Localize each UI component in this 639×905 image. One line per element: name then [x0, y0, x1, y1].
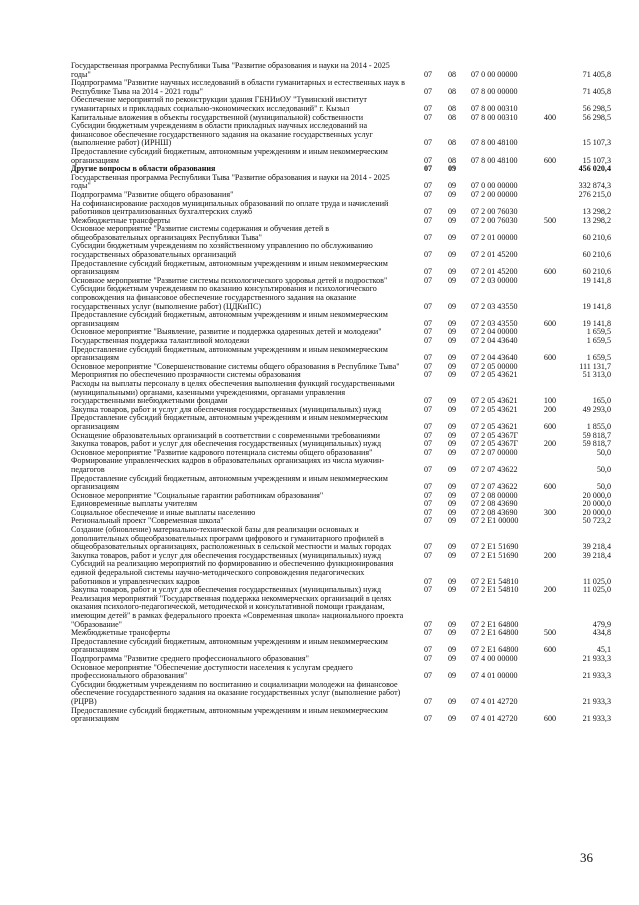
row-name: Подпрограмма "Развитие общего образования": [71, 189, 234, 199]
amount: 20 000,0: [582, 507, 611, 517]
section-code: 07: [423, 250, 433, 260]
row-name: Предоставление субсидий бюджетным, автономным учреждениям и иным некоммерческим организациям: [71, 344, 388, 363]
row-name: Межбюджетные трансферты: [71, 628, 171, 638]
section-code: 07: [423, 353, 433, 363]
table-row: [71, 200, 611, 217]
row-name: Предоставление субсидий бюджетным, автономным учреждениям и иным некоммерческим организациям: [71, 636, 388, 655]
target-article-code: 07 2 E1 00000: [471, 516, 519, 526]
row-name: Субсидии бюджетным учреждениям по оказанию консультирования и психологического сопровождения на финансовое обеспечение государственного задания на оказание государственных услуг (выполнение работ) (ЦДКиПС): [71, 284, 377, 311]
subsection-code: 09: [447, 645, 457, 655]
row-name: Основное мероприятие "Выявление, развитие и поддержка одаренных детей и молодежи": [71, 327, 382, 337]
target-article-code: 07 2 E1 51690: [471, 550, 519, 560]
target-article-code: 07 2 E1 54810: [471, 585, 519, 595]
section-code: 07: [423, 576, 433, 586]
amount: 20 000,0: [582, 499, 611, 509]
target-article-code: 07 2 E1 64800: [471, 645, 519, 655]
amount: 434,8: [592, 628, 611, 638]
section-code: 07: [423, 464, 433, 474]
section-code: 07: [423, 542, 433, 552]
subsection-code: 09: [447, 507, 457, 517]
amount: 59 818,7: [582, 430, 611, 440]
row-name: Обеспечение мероприятий по реконструкции здания ГБНИиОУ "Тувинский институт гуманитарных и прикладных социально-экономических исследований" г. Кызыл: [71, 95, 367, 113]
subsection-code: 09: [447, 353, 457, 363]
target-article-code: 07 2 03 43550: [471, 301, 518, 311]
target-article-code: 07 2 01 45200: [471, 267, 518, 277]
row-name: Государственная программа Республики Тыва "Развитие образования и науки на 2014 - 2025 годы": [71, 61, 390, 79]
target-article-code: 07 2 08 43690: [471, 499, 518, 509]
target-article-code: 07 0 00 00000: [471, 69, 518, 79]
amount: 332 874,3: [578, 181, 611, 191]
expense-type-code: 400: [543, 112, 557, 122]
row-name: Предоставление субсидий бюджетным, автономным учреждениям и иным некоммерческим организациям: [71, 258, 388, 277]
section-code: 07: [423, 619, 433, 629]
row-name: Капитальные вложения в объекты государственной (муниципальной) собственности: [71, 112, 364, 122]
page-number: 36: [580, 850, 593, 865]
table-row: [71, 225, 611, 242]
subsection-code: 09: [447, 653, 457, 663]
subsection-code: 09: [447, 404, 457, 414]
target-article-code: 07 8 00 48100: [471, 155, 518, 165]
row-name: Межбюджетные трансферты: [71, 215, 171, 225]
amount: 19 141,8: [582, 301, 611, 311]
row-name: Закупка товаров, работ и услуг для обеспечения государственных (муниципальных) нужд: [71, 585, 382, 595]
section-code: 07: [423, 69, 433, 79]
subsection-code: 09: [447, 576, 457, 586]
amount: 59 818,7: [582, 439, 611, 449]
target-article-code: 07 8 00 00000: [471, 86, 518, 96]
amount: 51 313,0: [582, 370, 611, 380]
row-name: Субсидии бюджетным учреждениям по воспитанию и социализации молодежи на финансовое обеспечение государственного задания на оказание государственных услуг (выполнение работ) (РЦРВ): [71, 679, 401, 706]
row-name: Подпрограмма "Развитие научных исследований в области гуманитарных и естественных наук в Республике Тыва на 2014 - 2021 годы": [71, 78, 405, 96]
subsection-code: 09: [447, 318, 457, 328]
amount: 50,0: [596, 464, 611, 474]
target-article-code: 07 2 05 43621: [471, 421, 518, 431]
subsection-code: 09: [447, 439, 457, 449]
amount: 276 215,0: [578, 189, 611, 199]
target-article-code: 07 2 08 43690: [471, 507, 518, 517]
subsection-code: 09: [447, 275, 457, 285]
subsection-code: 08: [447, 112, 457, 122]
section-code: 07: [423, 112, 433, 122]
subsection-code: 09: [447, 370, 457, 380]
table-row: [71, 475, 611, 492]
section-code: 07: [423, 430, 433, 440]
target-article-code: 07 2 04 43640: [471, 353, 518, 363]
amount: 1 659,5: [586, 327, 611, 337]
target-article-code: 07 2 00 76030: [471, 215, 518, 225]
target-article-code: 07 2 03 00000: [471, 275, 518, 285]
table-row: [71, 96, 611, 113]
subsection-code: 09: [447, 447, 457, 457]
subsection-code: 09: [447, 696, 457, 706]
table-row: [71, 311, 611, 328]
expense-type-code: 200: [543, 439, 557, 449]
expense-type-code: 600: [543, 645, 557, 655]
subsection-code: 09: [447, 628, 457, 638]
section-code: 07: [423, 653, 433, 663]
section-code: 07: [423, 499, 433, 509]
section-code: 07: [423, 671, 433, 681]
subsection-code: 09: [447, 430, 457, 440]
subsection-code: 09: [447, 464, 457, 474]
table-row: [71, 526, 611, 552]
expense-type-code: 500: [543, 628, 557, 638]
target-article-code: 07 2 01 45200: [471, 250, 518, 260]
row-name: Основное мероприятие "Социальные гарантии работникам образования": [71, 490, 324, 500]
row-name: Формирование управленческих кадров в образовательных организациях из числа мужчин-педагогов: [71, 456, 385, 474]
row-name: Закупка товаров, работ и услуг для обеспечения государственных (муниципальных) нужд: [71, 439, 382, 449]
section-code: 07: [423, 86, 433, 96]
table-row: [71, 681, 611, 707]
subsection-code: 08: [447, 138, 457, 148]
section-code: 07: [423, 550, 433, 560]
table-row: [71, 122, 611, 148]
section-code: 07: [423, 516, 433, 526]
amount: 19 141,8: [582, 275, 611, 285]
expense-type-code: 600: [543, 318, 557, 328]
row-name: Основное мероприятие "Совершенствование системы общего образования в Республике Тыва": [71, 361, 400, 371]
subsection-code: 09: [447, 714, 457, 724]
subsection-code: 09: [447, 207, 457, 217]
table-row: [71, 260, 611, 277]
amount: 20 000,0: [582, 490, 611, 500]
amount: 60 210,6: [582, 232, 611, 242]
amount: 19 141,8: [582, 318, 611, 328]
section-code: 07: [423, 327, 433, 337]
expense-type-code: 600: [543, 714, 557, 724]
table-row: [71, 595, 611, 629]
table-row: [71, 638, 611, 655]
table-row: [71, 560, 611, 586]
row-name: Реализация мероприятий "Государственная поддержка некоммерческих организаций в целях оказания психолого-педагогической, методической и консультативной помощи гражданам, имеющим детей" в рамках федерального проекта «Современная школа» национального проекта "Образование": [71, 593, 404, 629]
section-code: 07: [423, 696, 433, 706]
subsection-code: 09: [447, 542, 457, 552]
subsection-code: 09: [447, 301, 457, 311]
amount: 15 107,3: [582, 155, 611, 165]
amount: 50 723,2: [582, 516, 611, 526]
table-row: [71, 707, 611, 724]
table-row: [71, 285, 611, 311]
row-name: Предоставление субсидий бюджетным, автономным учреждениям и иным некоммерческим организациям: [71, 146, 388, 165]
row-name: Предоставление субсидий бюджетным, автономным учреждениям и иным некоммерческим организациям: [71, 413, 388, 431]
section-code: 07: [423, 275, 433, 285]
table-row: [71, 174, 611, 191]
amount: 56 298,5: [582, 103, 611, 113]
expense-type-code: 200: [543, 550, 557, 560]
target-article-code: 07 2 05 43621: [471, 370, 518, 380]
subsection-code: 09: [447, 421, 457, 431]
target-article-code: 07 4 01 42720: [471, 714, 518, 724]
subsection-code: 09: [447, 482, 457, 492]
amount: 71 405,8: [582, 86, 611, 96]
target-article-code: 07 2 07 00000: [471, 447, 518, 457]
target-article-code: 07 2 08 00000: [471, 490, 518, 500]
amount: 45,1: [596, 645, 611, 655]
amount: 15 107,3: [582, 138, 611, 148]
subsection-code: 09: [447, 585, 457, 595]
row-name: Предоставление субсидий бюджетным, автономным учреждениям и иным некоммерческим организациям: [71, 705, 388, 724]
section-code: 07: [423, 370, 433, 380]
section-code: 07: [423, 585, 433, 595]
amount: 21 933,3: [582, 653, 611, 663]
row-name: Субсидии бюджетным учреждениям в области прикладных научных исследований на финансовое обеспечение государственного задания на оказание государственных услуг (выполнение работ) (ИРНШ): [71, 121, 373, 148]
section-code: 07: [423, 138, 433, 148]
target-article-code: 07 2 04 43640: [471, 336, 518, 345]
amount: 479,9: [592, 619, 611, 629]
amount: 111 131,7: [579, 361, 611, 371]
subsection-code: 09: [447, 164, 457, 174]
row-name: Создание (обновление) материально-технической базы для реализации основных и дополнительных общеобразовательных программ цифрового и гуманитарного профилей в общеобразовательных организациях, расположенных в сельской местности и малых городах: [71, 525, 392, 552]
row-name: Расходы на выплаты персоналу в целях обеспечения выполнения функций государственными (муниципальными) органами, казенными учреждениями, органами управления государственными внебюджетными фондами: [71, 378, 395, 406]
section-code: 07: [423, 421, 433, 431]
target-article-code: 07 2 05 43621: [471, 396, 518, 406]
subsection-code: 09: [447, 516, 457, 526]
budget-table: [71, 62, 611, 724]
amount: 13 298,2: [582, 215, 611, 225]
target-article-code: 07 2 04 00000: [471, 327, 518, 337]
subsection-code: 09: [447, 550, 457, 560]
amount: 21 933,3: [582, 696, 611, 706]
table-row: [71, 79, 611, 96]
amount: 13 298,2: [582, 207, 611, 217]
row-name: Социальное обеспечение и иные выплаты населению: [71, 507, 256, 517]
amount: 56 298,5: [582, 112, 611, 122]
subsection-code: 09: [447, 250, 457, 260]
row-name: Предоставление субсидий бюджетным, автономным учреждениям и иным некоммерческим организациям: [71, 310, 388, 328]
amount: 39 218,4: [582, 550, 611, 560]
amount: 1 659,5: [586, 336, 611, 345]
section-code: 07: [423, 207, 433, 217]
row-name: Региональный проект "Современная школа": [71, 516, 224, 526]
table-row: [71, 664, 611, 681]
expense-type-code: 100: [543, 396, 557, 406]
row-name: Основное мероприятие "Развитие системы психологического здоровья детей и подростков": [71, 275, 388, 285]
section-code: 07: [423, 267, 433, 277]
section-code: 07: [423, 215, 433, 225]
subsection-code: 08: [447, 69, 457, 79]
target-article-code: 07 4 01 42720: [471, 696, 518, 706]
section-code: 07: [423, 189, 433, 199]
section-code: 07: [423, 301, 433, 311]
target-article-code: 07 2 00 00000: [471, 189, 518, 199]
amount: 21 933,3: [582, 671, 611, 681]
table-row: [71, 457, 611, 474]
subsection-code: 09: [447, 336, 457, 345]
expense-type-code: 600: [543, 353, 557, 363]
target-article-code: 07 2 E1 64800: [471, 619, 519, 629]
expense-type-code: 500: [543, 215, 557, 225]
row-name: Субсидии бюджетным учреждениям по хозяйственному управлению по обслуживанию государственных образовательных организаций: [71, 241, 373, 260]
table-row: [71, 148, 611, 165]
target-article-code: 07 2 05 00000: [471, 361, 518, 371]
subsection-code: 08: [447, 155, 457, 165]
subsection-code: 08: [447, 86, 457, 96]
section-code: 07: [423, 232, 433, 242]
subsection-code: 09: [447, 189, 457, 199]
amount: 11 025,0: [582, 585, 611, 595]
row-name: Государственная программа Республики Тыва "Развитие образования и науки на 2014 - 2025 годы": [71, 172, 390, 191]
expense-type-code: 600: [543, 482, 557, 492]
target-article-code: 07 4 00 00000: [471, 653, 518, 663]
amount: 50,0: [596, 447, 611, 457]
section-code: 07: [423, 439, 433, 449]
row-name: Закупка товаров, работ и услуг для обеспечения государственных (муниципальных) нужд: [71, 550, 382, 560]
target-article-code: 07 2 03 43550: [471, 318, 518, 328]
section-code: 07: [423, 404, 433, 414]
expense-type-code: 600: [543, 155, 557, 165]
row-name: Основное мероприятие "Развитие системы содержания и обучения детей в общеобразовательных организациях Республики Тыва": [71, 224, 330, 242]
amount: 71 405,8: [582, 69, 611, 79]
amount: 456 020,4: [578, 164, 611, 174]
target-article-code: 07 2 05 43621: [471, 404, 518, 414]
section-code: 07: [423, 628, 433, 638]
expense-type-code: 200: [543, 585, 557, 595]
target-article-code: 07 8 00 00310: [471, 112, 518, 122]
amount: 60 210,6: [582, 250, 611, 260]
expense-type-code: 300: [543, 507, 557, 517]
amount: 39 218,4: [582, 542, 611, 552]
target-article-code: 07 2 05 4367Г: [471, 430, 519, 440]
amount: 165,0: [592, 396, 611, 406]
section-code: 07: [423, 507, 433, 517]
table-row: [71, 414, 611, 431]
row-name: Мероприятия по обеспечению прозрачности системы образования: [71, 370, 301, 380]
subsection-code: 09: [447, 671, 457, 681]
section-code: 07: [423, 361, 433, 371]
table-row: [71, 346, 611, 363]
table-row: [71, 380, 611, 406]
target-article-code: 07 2 01 00000: [471, 232, 518, 242]
subsection-code: 09: [447, 181, 457, 191]
section-code: 07: [423, 714, 433, 724]
row-name: Субсидий на реализацию мероприятий по формированию и обеспечению функционирования единой федеральной системы научно-методического сопровождения педагогических работников и управленческих кадров: [71, 559, 394, 586]
amount: 11 025,0: [582, 576, 611, 586]
row-name: Государственная поддержка талантливой молодежи: [71, 336, 250, 345]
target-article-code: 07 2 05 4367Г: [471, 439, 519, 449]
target-article-code: 07 2 E1 51690: [471, 542, 519, 552]
target-article-code: 07 2 00 76030: [471, 207, 518, 217]
subsection-code: 09: [447, 361, 457, 371]
row-name: Единовременные выплаты учителям: [71, 499, 198, 509]
table-row: [71, 62, 611, 79]
section-code: 07: [423, 181, 433, 191]
row-name: Подпрограмма "Развитие среднего профессионального образования": [71, 653, 309, 663]
row-name: Основное мероприятие "Обеспечение доступности населения к услугам среднего профессионального образования": [71, 662, 353, 681]
row-name: Основное мероприятие "Развитие кадрового потенциала системы общего образования": [71, 447, 373, 457]
row-name: Предоставление субсидий бюджетным, автономным учреждениям и иным некоммерческим организациям: [71, 473, 388, 492]
section-code: 07: [423, 103, 433, 113]
section-code: 07: [423, 318, 433, 328]
section-code: 07: [423, 447, 433, 457]
target-article-code: 07 2 07 43622: [471, 482, 518, 492]
subsection-code: 09: [447, 232, 457, 242]
row-name: Оснащение образовательных организаций в соответствии с современными требованиями: [71, 430, 380, 440]
section-code: 07: [423, 164, 433, 174]
target-article-code: 07 2 07 43622: [471, 464, 518, 474]
table-row: [71, 242, 611, 259]
amount: 50,0: [596, 482, 611, 492]
subsection-code: 09: [447, 215, 457, 225]
section-code: 07: [423, 336, 433, 345]
subsection-code: 09: [447, 619, 457, 629]
amount: 1 659,5: [586, 353, 611, 363]
subsection-code: 09: [447, 396, 457, 406]
row-name: Другие вопросы в области образования: [71, 164, 216, 174]
amount: 49 293,0: [582, 404, 611, 414]
row-name: На софинансирование расходов муниципальных образований по оплате труда и начислений работников централизованных бухгалтерских служб: [71, 198, 389, 217]
section-code: 07: [423, 155, 433, 165]
expense-type-code: 600: [543, 421, 557, 431]
target-article-code: 07 8 00 00310: [471, 103, 518, 113]
subsection-code: 09: [447, 267, 457, 277]
subsection-code: 09: [447, 327, 457, 337]
section-code: 07: [423, 482, 433, 492]
expense-type-code: 600: [543, 267, 557, 277]
target-article-code: 07 2 E1 64800: [471, 628, 519, 638]
row-name: Закупка товаров, работ и услуг для обеспечения государственных (муниципальных) нужд: [71, 404, 382, 414]
target-article-code: 07 8 00 48100: [471, 138, 518, 148]
section-code: 07: [423, 396, 433, 406]
subsection-code: 09: [447, 499, 457, 509]
amount: 60 210,6: [582, 267, 611, 277]
subsection-code: 08: [447, 103, 457, 113]
target-article-code: 07 0 00 00000: [471, 181, 518, 191]
section-code: 07: [423, 645, 433, 655]
section-code: 07: [423, 490, 433, 500]
subsection-code: 09: [447, 490, 457, 500]
amount: 21 933,3: [582, 714, 611, 724]
target-article-code: 07 2 E1 54810: [471, 576, 519, 586]
target-article-code: 07 4 01 00000: [471, 671, 518, 681]
amount: 1 855,0: [586, 421, 611, 431]
expense-type-code: 200: [543, 404, 557, 414]
